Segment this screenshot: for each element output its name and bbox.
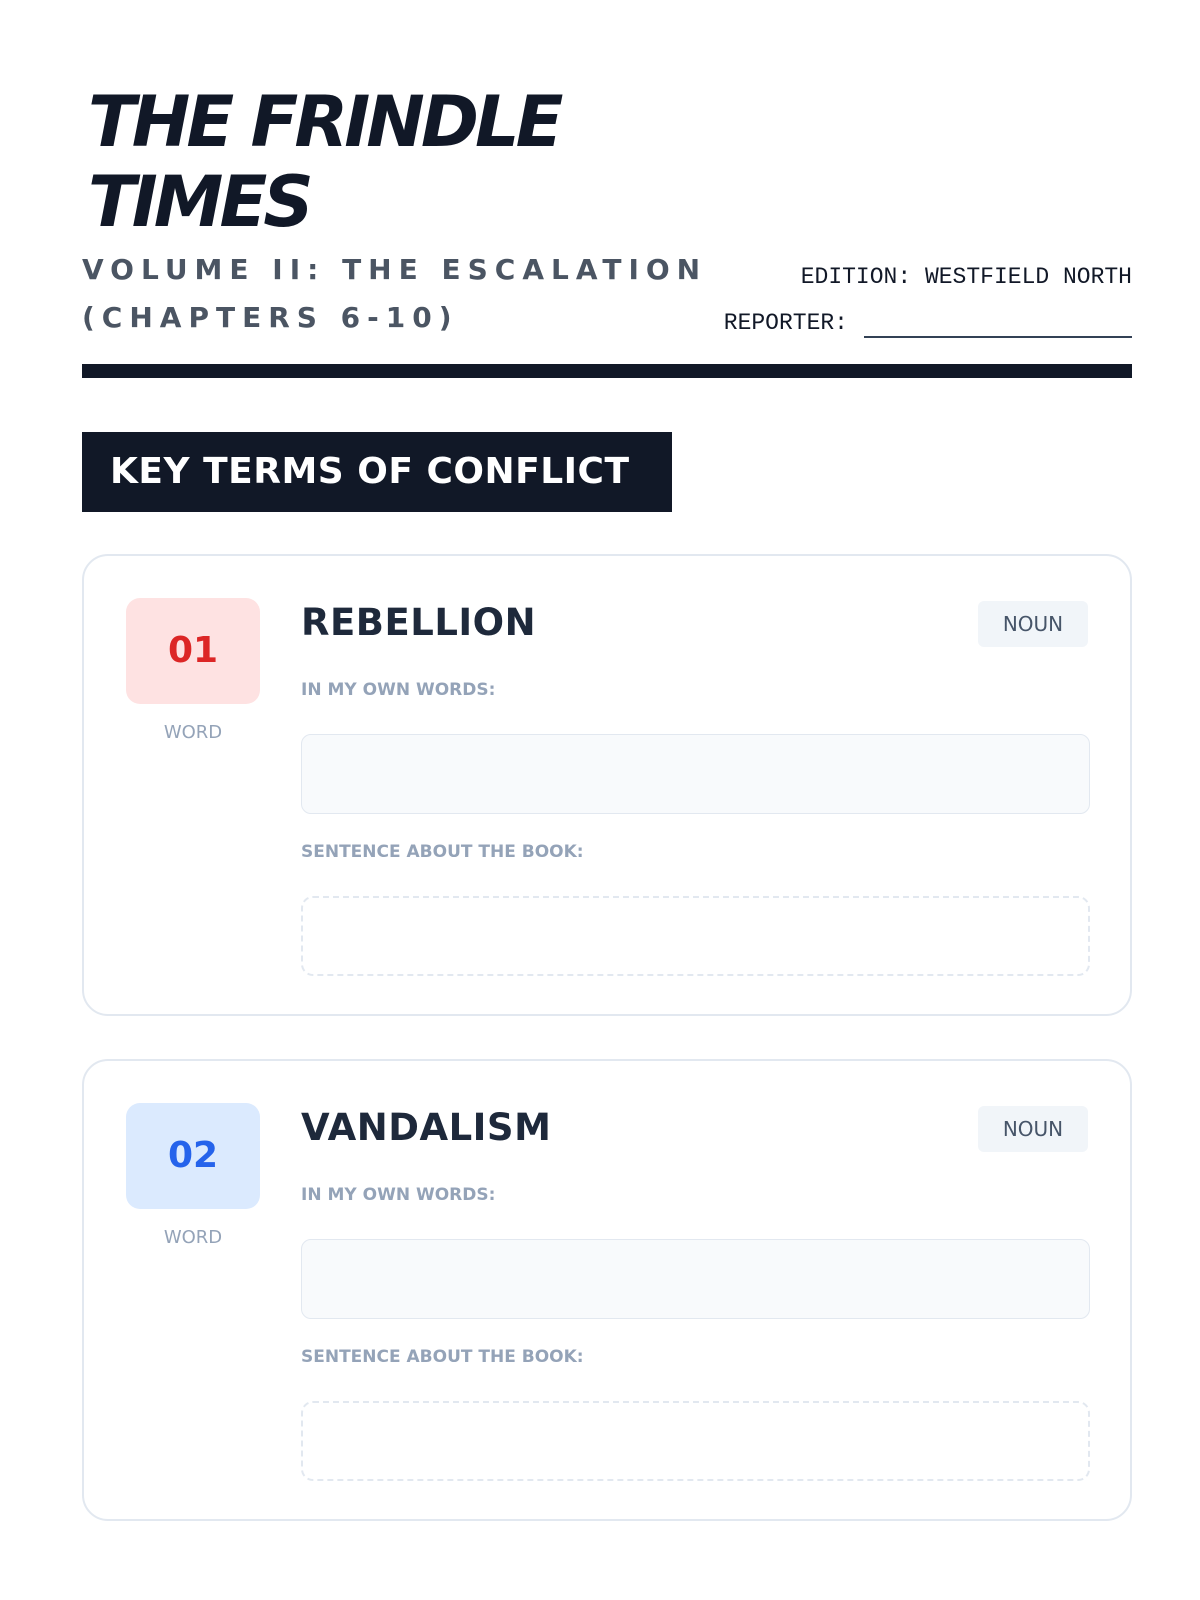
own-words-label: IN MY OWN WORDS:: [301, 1185, 496, 1205]
own-words-field[interactable]: [301, 1239, 1090, 1319]
term-number-caption: WORD: [163, 1227, 223, 1248]
newspaper-title: THE FRINDLE TIMES: [88, 81, 560, 243]
part-of-speech-tag: NOUN: [978, 1106, 1088, 1152]
part-of-speech-tag: NOUN: [978, 601, 1088, 647]
masthead: [82, 82, 1132, 378]
term-word: REBELLION: [301, 601, 537, 644]
reporter-line: [724, 302, 1132, 338]
term-number-badge: 02: [126, 1103, 260, 1209]
term-card: [82, 1059, 1132, 1521]
masthead-divider: [82, 364, 1132, 378]
own-words-label: IN MY OWN WORDS:: [301, 680, 496, 700]
own-words-field[interactable]: [301, 734, 1090, 814]
sentence-field[interactable]: [301, 1401, 1090, 1481]
volume-subtitle: VOLUME II: THE ESCALATION (CHAPTERS 6-10): [82, 253, 708, 334]
reporter-label: REPORTER:: [723, 310, 848, 336]
edition-value: WESTFIELD NORTH: [924, 264, 1132, 290]
section-banner: KEY TERMS OF CONFLICT: [82, 432, 672, 512]
term-card: [82, 554, 1132, 1016]
sentence-label: SENTENCE ABOUT THE BOOK:: [301, 842, 584, 862]
term-number-caption: WORD: [163, 722, 223, 743]
edition-label: EDITION:: [800, 264, 912, 290]
reporter-name-field[interactable]: [864, 302, 1132, 338]
term-list: [82, 554, 1132, 1564]
sentence-label: SENTENCE ABOUT THE BOOK:: [301, 1347, 584, 1367]
edition-line: [801, 262, 1132, 292]
term-number-badge: 01: [126, 598, 260, 704]
sentence-field[interactable]: [301, 896, 1090, 976]
term-word: VANDALISM: [301, 1106, 552, 1149]
